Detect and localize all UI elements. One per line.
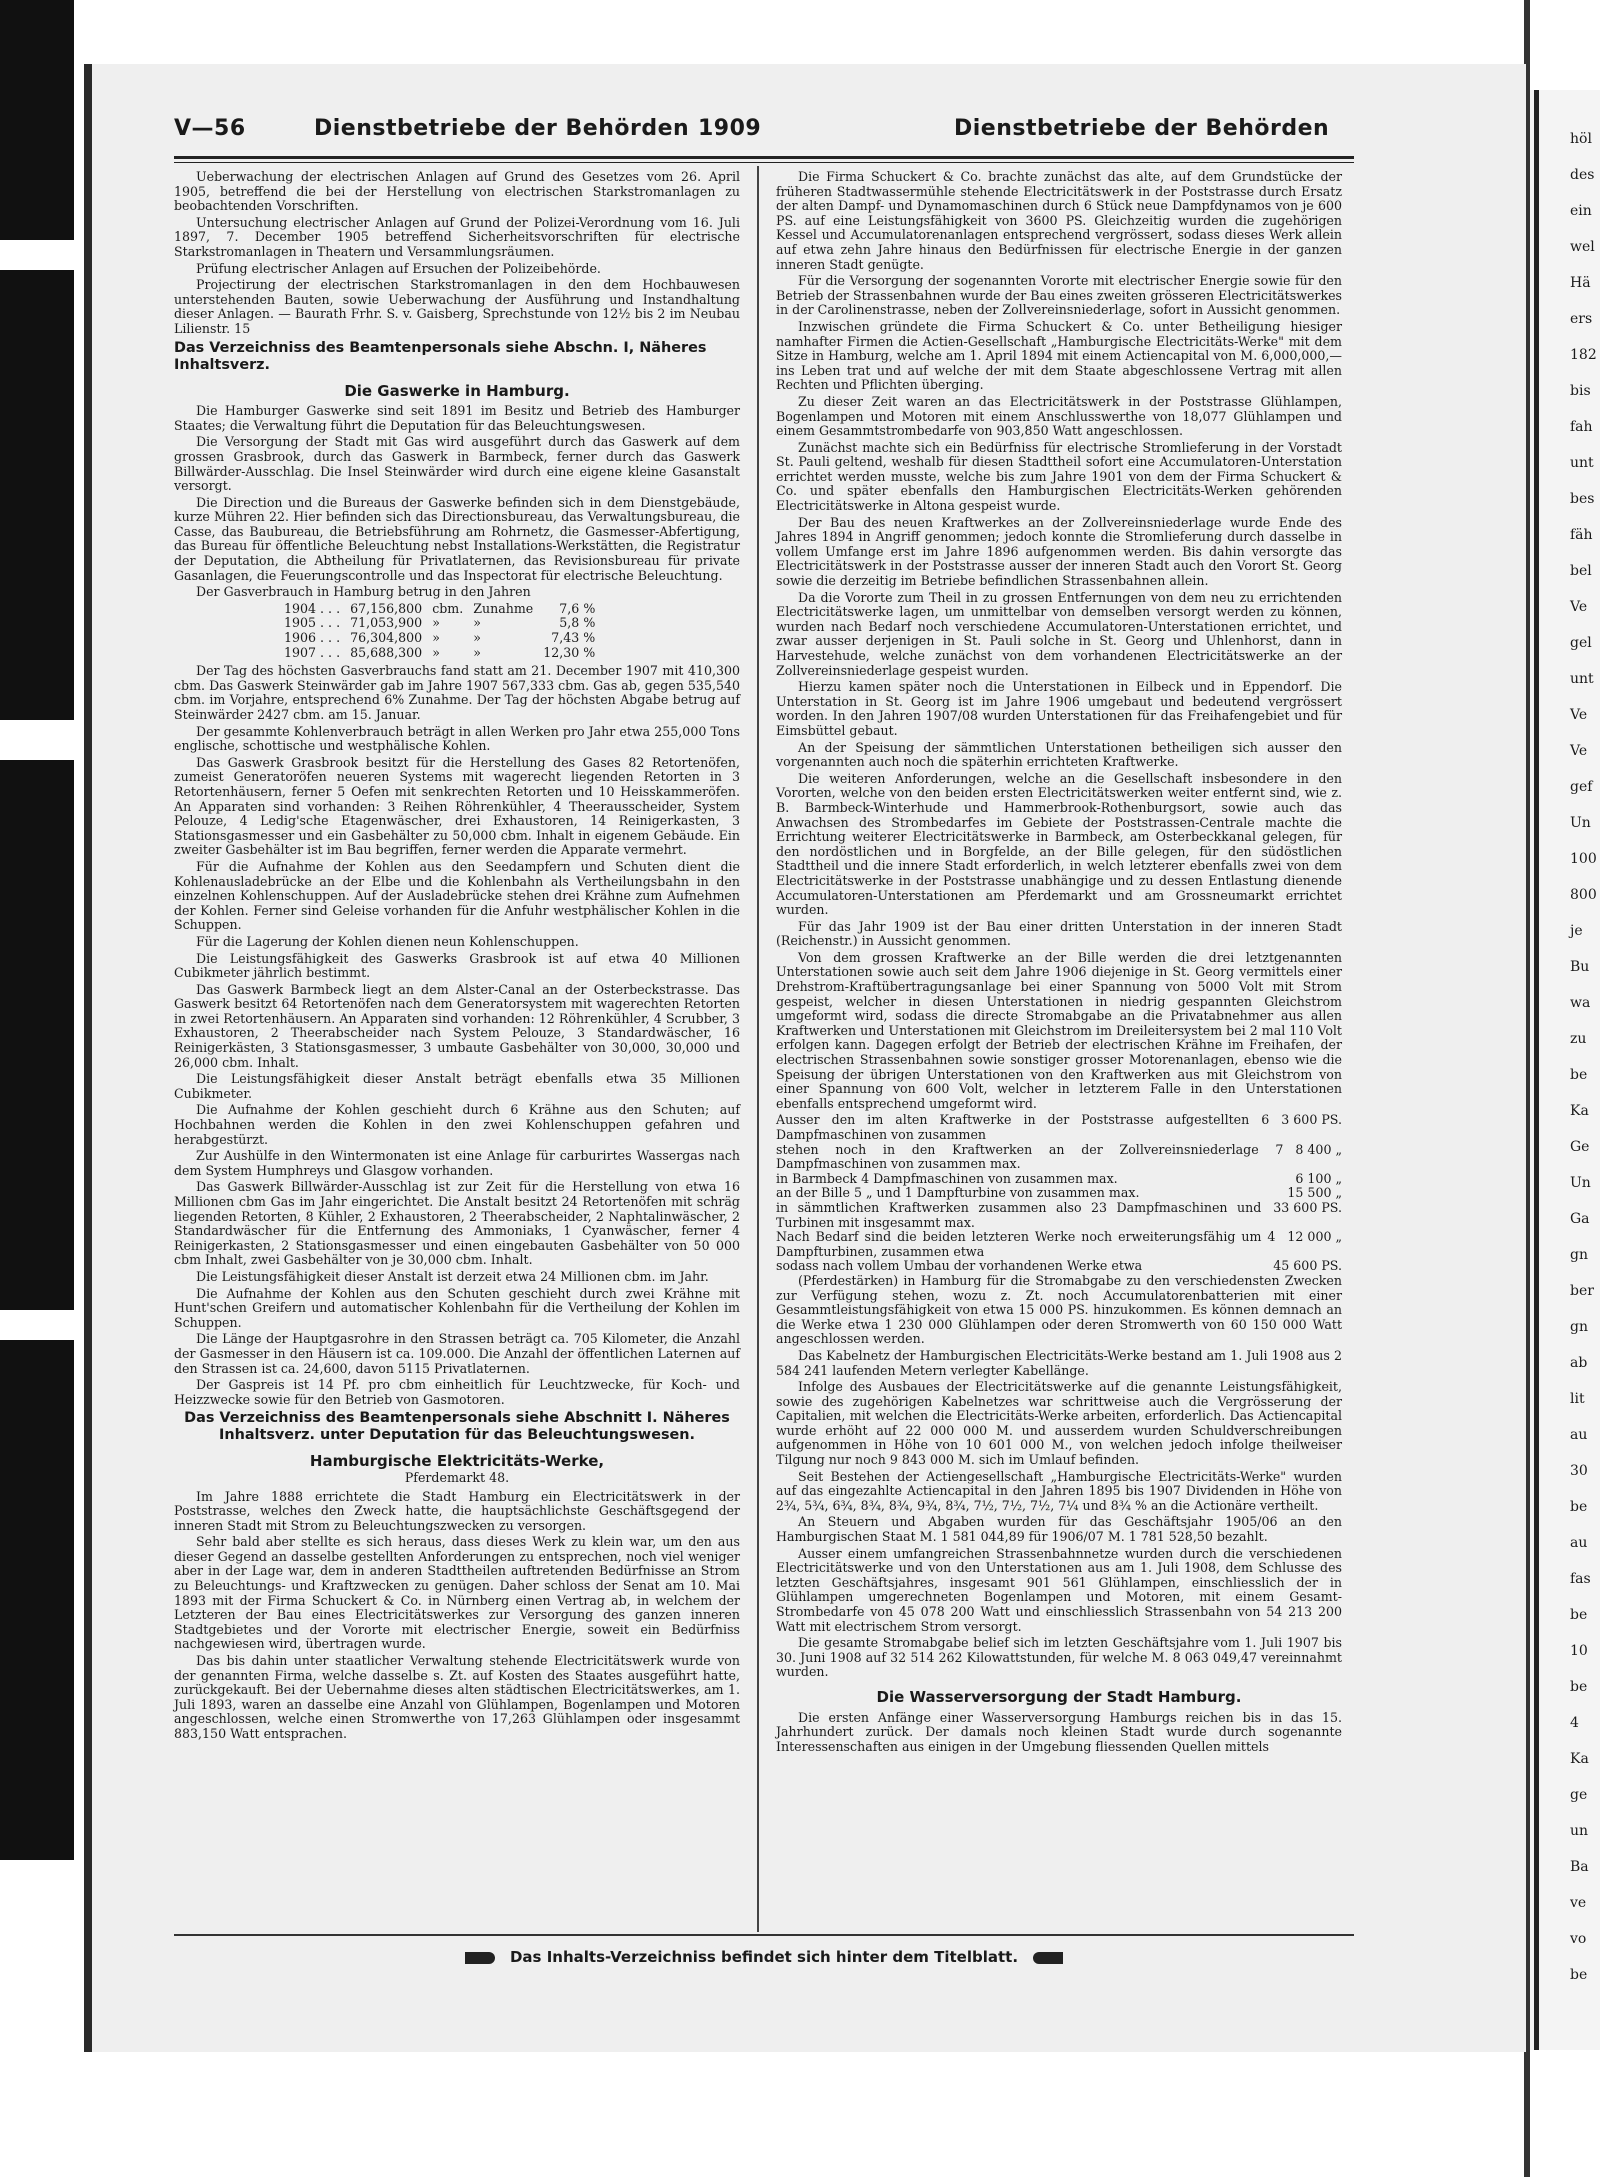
adjacent-page-text: unt xyxy=(1570,671,1594,687)
adjacent-page-text: 10 xyxy=(1570,1643,1588,1659)
capacity-label: in Barmbeck 4 Dampfmaschinen von zusammen max. xyxy=(776,1170,1118,1186)
adjacent-page-text: vo xyxy=(1570,1931,1587,1947)
gas-paragraph: Das Gaswerk Billwärder-Ausschlag ist zur Zeit für die Herstellung von etwa 16 Millionen cbm Gas im Jahr eingerichtet. Die Anstalt besitzt 24 Retortenöfen mit schräg liegenden Retorten, 8 Kühler, 2 Exhaustoren, 2 Theerabscheider, 2 Naphtalinwäscher, 2 Standardwäscher für die Entfernung des Ammoniaks, 1 Cyanwäscher, ferner 4 Reinigerkasten, 2 Stationsgasmesser und einen eingebauten Gasbehälter von 50 000 cbm Inhalt, zwei Gasbehälter von je 30,000 cbm. Inhalt. xyxy=(174,1179,740,1268)
adjacent-page-text: 4 xyxy=(1570,1715,1579,1731)
scanner-edge-strip xyxy=(0,0,74,2177)
gas-paragraph: Die Versorgung der Stadt mit Gas wird ausgeführt durch das Gaswerk auf dem grossen Grasbrook, durch das Gaswerk in Barmbeck, ferner durch das Gaswerk Billwärder-Ausschlag. Die Insel Steinwärder wird durch eine eigene kleine Gasanstalt versorgt. xyxy=(174,434,740,494)
gas-table-cell: 67,156,800 xyxy=(350,600,423,616)
capacity-label: Ausser den im alten Kraftwerke in der Poststrasse aufgestellten 6 Dampfmaschinen von zusammen xyxy=(776,1112,1270,1142)
electric-paragraph: Für das Jahr 1909 ist der Bau einer dritten Unterstation in der inneren Stadt (Reichenstr.) in Aussicht genommen. xyxy=(776,918,1342,949)
capacity-row xyxy=(776,1143,1342,1172)
adjacent-page-text: gel xyxy=(1570,635,1592,651)
capacity-value: 6 100 „ xyxy=(1295,1170,1342,1186)
adjacent-page-text: 100 xyxy=(1570,851,1597,867)
electric-paragraph: Ausser einem umfangreichen Strassenbahnnetze wurden durch die verschiedenen Electricitätswerke und von den Unterstationen aus am 1. Juli 1908, dem Schlusse des letzten Geschäftsjahres, insgesamt 901 561 Glühlampen, einschliesslich der in Glühlampen umgerechneten Bogenlampen und Motoren, mit einem Gesamt-Strombedarfe von 45 078 200 Watt und einschliesslich Strassenbahn von 54 213 200 Watt mit electrischem Strom versorgt. xyxy=(776,1545,1342,1634)
pointing-hand-icon xyxy=(1033,1952,1063,1964)
gas-table-cell: » xyxy=(432,644,440,660)
adjacent-page-text: bes xyxy=(1570,491,1595,507)
electric-paragraph: Inzwischen gründete die Firma Schuckert & Co. unter Betheiligung hiesiger namhafter Firmen die Actien-Gesellschaft „Hamburgische Electricitäts-Werke" mit dem Sitze in Hamburg, welche am 1. April 1894 mit einem Actiencapital von M. 6,000,000,— ins Leben trat und auf welche der mit dem Staate abgeschlossene Vertrag mit allen Rechten und Pflichten überging. xyxy=(776,318,1342,393)
adjacent-page-text: bel xyxy=(1570,563,1592,579)
adjacent-page-text: be xyxy=(1570,1499,1588,1515)
gas-paragraph: Die Leistungsfähigkeit des Gaswerks Grasbrook ist auf etwa 40 Millionen Cubikmeter jährlich bestimmt. xyxy=(174,950,740,981)
gas-table-cell: » xyxy=(432,615,440,631)
elektricitaets-address: Pferdemarkt 48. xyxy=(404,1469,510,1485)
capacity-row xyxy=(776,1113,1342,1142)
adjacent-page-text: 182 xyxy=(1570,347,1597,363)
newspaper-page xyxy=(84,64,1526,2052)
staff-reference-note-2: Das Verzeichniss des Beamtenpersonals siehe Abschnitt I. Näheres Inhaltsverz. unter Deputation für das Beleuchtungswesen. xyxy=(184,1410,730,1444)
adjacent-page-text: Ve xyxy=(1570,599,1588,615)
staff-reference-note: Das Verzeichniss des Beamtenpersonals siehe Abschn. I, Näheres Inhaltsverz. xyxy=(174,339,707,373)
gas-table-cell: » xyxy=(473,630,481,646)
gas-table-cell: 1904 . . . xyxy=(284,600,341,616)
page-footer xyxy=(174,1948,1354,1966)
gas-table-cell: 85,688,300 xyxy=(350,644,423,660)
gas-table-cell: cbm. xyxy=(432,600,464,616)
right-column xyxy=(776,170,1342,1756)
electric-paragraph: Zunächst machte sich ein Bedürfniss für electrische Stromlieferung in der Vorstadt St. Pauli geltend, weshalb für diesen Stadttheil sofort eine Accumulatoren-Unterstation errichtet werden musste, welche bis zum Jahre 1901 von dem der Firma Schuckert & Co. und später ebenfalls den Hamburgischen Electricitäts-Werken gehörenden Electricitätswerke in Altona gespeist wurde. xyxy=(776,439,1342,514)
adjacent-page-text: be xyxy=(1570,1679,1588,1695)
electric-paragraph: Infolge des Ausbaues der Electricitätswerke auf die genannte Leistungsfähigkeit, sowie des zugehörigen Kabelnetzes war schrittweise auch die Vergrösserung der Capitalien, mit welchen die Electricitäts-Werke arbeiten, erforderlich. Das Actiencapital wurde erhöht auf 22 000 000 M. und ausserdem wurden Schuldverschreibungen aufgenommen in Höhe von 10 601 000 M., von welchen jedoch infolge theilweiser Tilgung nur noch 9 843 000 M. sich im Umlauf befinden. xyxy=(776,1379,1342,1468)
gas-paragraph: Das Gaswerk Grasbrook besitzt für die Herstellung des Gases 82 Retortenöfen, zumeist Generatoröfen neueren Systems mit wagerecht liegenden Retorten in 3 Retortenhäusern, ferner 5 Oefen mit senkrechten Retorten und 10 Heisskammeröfen. An Apparaten sind vorhanden: 3 Reihen Röhrenkühler, 4 Theerausscheider, System Pelouze, 4 Ledig'sche Etagenwäscher, drei Exhaustoren, 14 Reinigerkasten, 3 Stationsgasmesser und ein Gasbehälter zu 50,000 cbm. Inhalt in eigenem Gebäude. Ein zweiter Gasbehälter ist im Bau begriffen, ferner werden die Apparate vermehrt. xyxy=(174,754,740,858)
gas-table-cell: 76,304,800 xyxy=(350,630,423,646)
header-left-title: Dienstbetriebe der Behörden xyxy=(314,116,690,141)
column-divider xyxy=(757,166,759,1932)
gas-table-cell: » xyxy=(432,630,440,646)
adjacent-page-text: au xyxy=(1570,1535,1588,1551)
adjacent-page-text: zu xyxy=(1570,1031,1587,1047)
adjacent-page-text: 800 xyxy=(1570,887,1597,903)
gas-paragraph: Die Aufnahme der Kohlen geschieht durch 6 Krähne aus den Schuten; auf Hochbahnen werden die Kohlen in den zwei Kohlenschuppen gefahren und herabgestürzt. xyxy=(174,1102,740,1147)
adjacent-page-text: fas xyxy=(1570,1571,1591,1587)
adjacent-page-text: Un xyxy=(1570,815,1591,831)
wasserversorgung-heading: Die Wasserversorgung der Stadt Hamburg. xyxy=(876,1687,1242,1706)
adjacent-page-text: au xyxy=(1570,1427,1588,1443)
adjacent-page-text: gn xyxy=(1570,1247,1588,1263)
gas-table-cell: 71,053,900 xyxy=(350,615,423,631)
gas-table-row xyxy=(284,646,605,661)
capacity-label: stehen noch in den Kraftwerken an der Zollvereinsniederlage 7 Dampfmaschinen von zusammen max. xyxy=(776,1141,1284,1172)
adjacent-page-text: bis xyxy=(1570,383,1591,399)
gas-paragraph: Die Länge der Hauptgasrohre in den Strassen beträgt ca. 705 Kilometer, die Anzahl der Gasmesser in den Häusern ist ca. 109.000. Die Anzahl der öffentlichen Laternen auf den Strassen ist ca. 24,600, davon 5115 Privatlaternen. xyxy=(174,1331,740,1376)
adjacent-page-text: je xyxy=(1570,923,1583,939)
capacity-row xyxy=(776,1201,1342,1230)
capacity-label: Nach Bedarf sind die beiden letzteren Werke noch erweiterungsfähig um 4 Dampfturbinen, zusammen etwa xyxy=(776,1229,1276,1259)
adjacent-page-text: ber xyxy=(1570,1283,1594,1299)
electric-paragraph: Die weiteren Anforderungen, welche an die Gesellschaft insbesondere in den Vororten, welche von den beiden ersten Electricitätswerken weiter entfernt sind, wie z. B. Barmbeck-Winterhude und Hammerbrook-Rothenburgsort, sowie auch das Anwachsen des Strombedarfes im Gebiete der Poststrassen-Centrale machte die Errichtung weiterer Electricitätswerke in Barmbeck, am Osterbeckkanal gelegen, für den nordöstlichen und in Borgfelde, an der Bille gelegen, für den südöstlichen Stadttheil und die innere Stadt erforderlich, in welch letzterer ebenfalls zwei von dem Electricitätswerke in der Poststrasse unabhängige und zu dessen Entlastung dienende Accumulatoren-Unterstationen am Pferdemarkt und am Grossneumarkt errichtet wurden. xyxy=(776,770,1342,918)
adjacent-page-text: Ka xyxy=(1570,1103,1589,1119)
capacity-row xyxy=(776,1172,1342,1187)
header-rule-thin xyxy=(174,162,1354,163)
adjacent-page-fragment xyxy=(1530,90,1600,2050)
water-paragraph: Die ersten Anfänge einer Wasserversorgung Hamburgs reichen bis in das 15. Jahrhundert zurück. Der damals noch kleinen Stadt wurde durch sogenannte Interessenschaften aus einigen in der Umgebung fliessenden Quellen mittels xyxy=(776,1709,1342,1754)
gas-paragraph: Die Aufnahme der Kohlen aus den Schuten geschieht durch zwei Krähne mit Hunt'schen Greifern und automatischer Kohlenbahn für die Vertheilung der Kohlen im Schuppen. xyxy=(174,1285,740,1330)
adjacent-page-text: wa xyxy=(1570,995,1591,1011)
adjacent-page-text: un xyxy=(1570,1823,1589,1839)
capacity-row xyxy=(776,1230,1342,1259)
adjacent-page-text: gn xyxy=(1570,1319,1588,1335)
intro-paragraph: Ueberwachung der electrischen Anlagen auf Grund des Gesetzes vom 26. April 1905, betreffend die bei der Herstellung von electrischen Starkstromanlagen zu beobachtenden Vorschriften. xyxy=(174,169,740,214)
adjacent-page-text: be xyxy=(1570,1067,1588,1083)
gas-paragraph: Das Gaswerk Barmbeck liegt an dem Alster-Canal an der Osterbeckstrasse. Das Gaswerk besitzt 64 Retortenöfen nach dem Generatorsystem mit wagerechten Retorten in zwei Retortenhäusern. An Apparaten sind vorhanden: 12 Röhrenkühler, 4 Scrubber, 3 Exhaustoren, 2 Theerabscheider nach System Pelouze, 3 Standardwäscher, 16 Reinigerkästen, 3 Stationsgasmesser, 3 umbaute Gasbehälter von 30,000, 30,000 und 26,000 cbm. Inhalt. xyxy=(174,981,740,1070)
electric-paragraph: Sehr bald aber stellte es sich heraus, dass dieses Werk zu klein war, um den aus dieser Gegend an dasselbe gestellten Anforderungen zu entsprechen, noch viel weniger aber in der Lage war, dem in anderen Stadttheilen auftretenden Bedürfnisse an Strom zu Beleuchtungs- und Kraftzwecken zu genügen. Daher schloss der Senat am 10. Mai 1893 mit der Firma Schuckert & Co. in Nürnberg einen Vertrag ab, in welchem der Letzteren der Bau eines Electricitätswerkes zur Versorgung des ganzen inneren Stadtgebietes und der Vororte mit electrischer Energie, soweit ein Bedürfniss nachgewiesen wird, übertragen wurde. xyxy=(174,1534,740,1652)
capacity-value: 3 600 PS. xyxy=(1281,1112,1342,1128)
capacity-label: sodass nach vollem Umbau der vorhandenen Werke etwa xyxy=(776,1258,1143,1274)
gas-consumption-table xyxy=(284,602,605,660)
adjacent-page-text: Ve xyxy=(1570,743,1588,759)
electric-paragraph: Der Bau des neuen Kraftwerkes an der Zollvereinsniederlage wurde Ende des Jahres 1894 in Angriff genommen; jedoch konnte die Stromlieferung durch dasselbe in vollem Umfange erst im Jahre 1896 aufgenommen werden. Bis dahin versorgte das Electricitätswerk in der Poststrasse ausser der inneren Stadt auch den Vorort St. Georg sowie die derzeitig im Betriebe befindlichen Strassenbahnen allein. xyxy=(776,514,1342,589)
capacity-value: 15 500 „ xyxy=(1287,1185,1342,1201)
gas-table-row xyxy=(284,616,605,631)
adjacent-page-border xyxy=(1534,90,1539,2050)
gas-paragraph: Die Leistungsfähigkeit dieser Anstalt ist derzeit etwa 24 Millionen cbm. im Jahr. xyxy=(196,1268,709,1284)
adjacent-page-text: Un xyxy=(1570,1175,1591,1191)
gas-table-row xyxy=(284,631,605,646)
electric-paragraph: Da die Vororte zum Theil in zu grossen Entfernungen von dem neu zu errichtenden Electricitätswerke lagen, um unmittelbar von demselben versorgt werden zu können, wurden nach Bedarf noch verschiedene Accumulatoren-Unterstationen errichtet, und zwar ausser derjenigen in St. Pauli solche in St. Georg und Uhlenhorst, dann in Harvestehude, welche zunächst von dem vorhandenen Electricitätswerke an der Zollvereinsniederlage gespeist wurden. xyxy=(776,589,1342,678)
electric-paragraph: Im Jahre 1888 errichtete die Stadt Hamburg ein Electricitätswerk in der Poststrasse, welches den Zweck hatte, die hauptsächlichste Geschäftsgegend der inneren Stadt mit Strom zu Beleuchtungszwecken zu versorgen. xyxy=(174,1488,740,1533)
electric-paragraph: Zu dieser Zeit waren an das Electricitätswerk in der Poststrasse Glühlampen, Bogenlampen und Motoren mit einem Anschlusswerthe von 18,077 Glühlampen und einem Gesammtstrombedarfe von 903,850 Watt angeschlossen. xyxy=(776,393,1342,439)
capacity-row xyxy=(776,1259,1342,1274)
adjacent-page-text: 30 xyxy=(1570,1463,1588,1479)
gas-paragraph: Für die Lagerung der Kohlen dienen neun Kohlenschuppen. xyxy=(196,933,579,949)
gas-paragraph: Für die Aufnahme der Kohlen aus den Seedampfern und Schuten dient die Kohlenausladebrücke an der Elbe und die Kohlenbahn als Vertheilungsbahn in den einzelnen Kohlenschuppen. Auf der Ausladebrücke stehen drei Krähne zum Aufnehmen der Kohlen. Ferner sind Geleise vorhanden für die Anfuhr westphälischer Kohlen in die Schuppen. xyxy=(174,858,740,933)
adjacent-page-text: Bu xyxy=(1570,959,1590,975)
gas-table-cell: 1907 . . . xyxy=(284,644,341,660)
adjacent-page-text: Ge xyxy=(1570,1139,1590,1155)
capacity-value: 33 600 PS. xyxy=(1273,1199,1342,1215)
adjacent-page-text: ers xyxy=(1570,311,1593,327)
adjacent-page-text: be xyxy=(1570,1967,1588,1983)
adjacent-page-text: ve xyxy=(1570,1895,1587,1911)
page-number: V—56 xyxy=(174,116,246,141)
electric-paragraph: (Pferdestärken) in Hamburg für die Stromabgabe zu den verschiedensten Zwecken zur Verfügung stehen, wozu z. Zt. noch Accumulatorenbatterien mit einer Gesammtleistungsfähigkeit von etwa 15 000 PS. hinzukommen. Es können demnach an die Werke etwa 1 230 000 Glühlampen oder deren Stromwerth von 60 150 000 Watt angeschlossen werden. xyxy=(776,1272,1342,1347)
gas-table-cell: 5,8 % xyxy=(559,615,596,631)
electric-paragraph: An der Speisung der sämmtlichen Unterstationen betheiligen sich ausser den vorgenannten auch noch die späterhin errichteten Kraftwerke. xyxy=(776,739,1342,770)
adjacent-page-text: Ba xyxy=(1570,1859,1589,1875)
electric-paragraph: Das Kabelnetz der Hamburgischen Electricitäts-Werke bestand am 1. Juli 1908 aus 2 584 241 laufenden Metern verlegter Kabellänge. xyxy=(776,1347,1342,1378)
gas-paragraph: Der Tag des höchsten Gasverbrauchs fand statt am 21. December 1907 mit 410,300 cbm. Das Gaswerk Steinwärder gab im Jahre 1907 567,333 cbm. Gas ab, gegen 535,540 cbm. im Vorjahre, entsprechend 6% Zunahme. Der Tag der höchsten Abgabe betrug auf Steinwärder 2427 cbm. am 15. Januar. xyxy=(174,663,740,722)
gas-table-cell: 7,43 % xyxy=(551,630,596,646)
left-column xyxy=(174,170,740,1744)
gas-table-cell: 7,6 % xyxy=(559,600,596,616)
gaswerke-heading: Die Gaswerke in Hamburg. xyxy=(344,381,570,400)
capacity-label: an der Bille 5 „ und 1 Dampfturbine von zusammen max. xyxy=(776,1185,1140,1201)
gas-table-cell: 1905 . . . xyxy=(284,615,341,631)
gas-table-cell: » xyxy=(473,615,481,631)
adjacent-page-text: unt xyxy=(1570,455,1594,471)
gas-table-cell: Zunahme xyxy=(473,600,534,616)
header-right-title: Dienstbetriebe der Behörden xyxy=(954,116,1330,141)
adjacent-page-text: Ve xyxy=(1570,707,1588,723)
capacity-value: 45 600 PS. xyxy=(1273,1258,1342,1274)
gas-paragraph: Die Direction und die Bureaus der Gaswerke befinden sich in dem Dienstgebäude, kurze Mühren 22. Hier befinden sich das Directionsbureau, das Verwaltungsbureau, die Casse, das Baubureau, die Betriebsführung am Rohrnetz, die Gasmesser-Abfertigung, das Bureau für öffentliche Beleuchtung nebst Installations-Werkstätten, die Registratur der Deputation, die Abtheilung für Privatlaternen, das Revisionsbureau für private Gasanlagen, die Feuerungscontrolle und das Inspectorat für electrische Beleuchtung. xyxy=(174,494,740,583)
adjacent-page-text: Hä xyxy=(1570,275,1591,291)
adjacent-page-text: höl xyxy=(1570,131,1592,147)
adjacent-page-text: Ka xyxy=(1570,1751,1589,1767)
elektricitaets-heading: Hamburgische Elektricitäts-Werke, xyxy=(309,1452,605,1471)
gas-paragraph: Der Gaspreis ist 14 Pf. pro cbm einheitlich für Leuchtzwecke, für Koch- und Heizzwecke sowie für den Betrieb von Gasmotoren. xyxy=(174,1377,740,1407)
kraftwerk-capacity-list xyxy=(776,1113,1342,1274)
header-year: 1909 xyxy=(698,116,762,141)
intro-paragraph: Projectirung der electrischen Starkstromanlagen in den dem Hochbauwesen unterstehenden Bauten, sowie Ueberwachung der Ausführung und Instandhaltung dieser Anlagen. — Baurath Frhr. S. v. Gaisberg, Sprechstunde von 12½ bis 2 im Neubau Lilienstr. 15 xyxy=(174,277,740,336)
gas-paragraph: Zur Aushülfe in den Wintermonaten ist eine Anlage für carburirtes Wassergas nach dem System Humphreys und Glasgow vorhanden. xyxy=(174,1148,740,1178)
adjacent-page-text: gef xyxy=(1570,779,1593,795)
electric-paragraph: Seit Bestehen der Actiengesellschaft „Hamburgische Electricitäts-Werke" wurden auf das eingezahlte Actiencapital in den Jahren 1895 bis 1907 Dividenden in Höhe von 2¾, 5¾, 6¾, 8¾, 8¾, 9¾, 8¾, 7½, 7½, 7½, 7¼ und 8¾ % an die Actionäre vertheilt. xyxy=(776,1468,1342,1513)
electric-paragraph: Die gesamte Stromabgabe belief sich im letzten Geschäftsjahre vom 1. Juli 1907 bis 30. Juni 1908 auf 32 514 262 Kilowattstunden, für welche M. 8 063 049,47 vereinnahmt wurden. xyxy=(776,1635,1342,1680)
adjacent-page-text: ein xyxy=(1570,203,1592,219)
adjacent-page-text: be xyxy=(1570,1607,1588,1623)
footer-rule xyxy=(174,1934,1354,1936)
gas-table-cell: » xyxy=(473,644,481,660)
electric-paragraph: An Steuern und Abgaben wurden für das Geschäftsjahr 1905/06 an den Hamburgischen Staat M. 1 581 044,89 für 1906/07 M. 1 781 528,50 bezahlt. xyxy=(776,1514,1342,1545)
adjacent-page-text: wel xyxy=(1570,239,1595,255)
adjacent-page-text: ab xyxy=(1570,1355,1588,1371)
adjacent-page-text: fäh xyxy=(1570,527,1593,543)
adjacent-page-text: des xyxy=(1570,167,1595,183)
gas-table-cell: 12,30 % xyxy=(543,644,596,660)
electric-paragraph: Für die Versorgung der sogenannten Vororte mit electrischer Energie sowie für den Betrieb der Strassenbahnen wurde der Bau eines zweiten grösseren Electricitätswerkes in der Carolinenstrasse, neben der Zollvereinsniederlage, sofort in Aussicht genommen. xyxy=(776,273,1342,318)
electric-paragraph: Das bis dahin unter staatlicher Verwaltung stehende Electricitätswerk wurde von der genannten Firma, welche dasselbe s. Zt. auf Kosten des Staates ausgeführt hatte, zurückgekauft. Bei der Uebernahme dieses alten städtischen Electricitätswerkes, am 1. Juli 1893, waren an dasselbe eine Anzahl von Glühlampen, Bogenlampen und Motoren angeschlossen, welche einen Stromwerthe von 17,263 Glühlampen oder insgesammt 883,150 Watt entsprachen. xyxy=(174,1653,740,1741)
capacity-label: in sämmtlichen Kraftwerken zusammen also 23 Dampfmaschinen und Turbinen mit insgesammt max. xyxy=(776,1199,1262,1230)
electric-paragraph: Die Firma Schuckert & Co. brachte zunächst das alte, auf dem Grundstücke der früheren Stadtwassermühle stehende Electricitätswerk in der Poststrasse durch Ersatz der alten Dampf- und Dynamomaschinen durch 6 Stück neue Dampfdynamos von je 600 PS. auf eine Leistungsfähigkeit von 3600 PS. Gleichzeitig wurden die zugehörigen Kessel und Accumulatorenanlagen entsprechend vergrössert, sodass dieses Werk allein auf etwa zehn Jahre hinaus den Bedürfnissen für electrische Energie in der ganzen inneren Stadt genügte. xyxy=(776,169,1342,272)
gas-table-cell: 1906 . . . xyxy=(284,630,341,646)
capacity-row xyxy=(776,1186,1342,1201)
electric-paragraph: Hierzu kamen später noch die Unterstationen in Eilbeck und in Eppendorf. Die Unterstation in St. Georg ist im Jahre 1906 umgebaut und bedeutend vergrössert worden. In den Jahren 1907/08 wurden Unterstationen für das Freihafengebiet und für Eimsbüttel gebaut. xyxy=(776,679,1342,738)
adjacent-page-text: ge xyxy=(1570,1787,1588,1803)
gas-paragraph: Der gesammte Kohlenverbrauch beträgt in allen Werken pro Jahr etwa 255,000 Tons englische, schottische und westphälische Kohlen. xyxy=(174,723,740,754)
pointing-hand-icon xyxy=(465,1952,495,1964)
electric-paragraph: Von dem grossen Kraftwerke an der Bille werden die drei letztgenannten Unterstationen sowie auch seit dem Jahre 1906 diejenige in St. Georg vermittels einer Drehstrom-Kraftübertragungsanlage bei einer Spannung von 5000 Volt mit Strom gespeist, welcher in diesen Unterstationen in niedrig gespannten Gleichstrom umgeformt wird, sodass die directe Stromabgabe an die Privatabnehmer aus allen Kraftwerken und Unterstationen mit Gleichstrom im Dreileitersystem bei 2 mal 110 Volt erfolgen kann. Dagegen erfolgt der Betrieb der electrischen Krähne im Freihafen, der electrischen Strassenbahnen sowie sonstiger grosser Motorenanlagen, ebenso wie die Speisung der übrigen Unterstationen von den Kraftwerken aus mit Gleichstrom von einer Spannung von 600 Volt, welcher in letzterem Falle in den Unterstationen ebenfalls entsprechend umgeformt wird. xyxy=(776,949,1342,1111)
gas-paragraph: Die Leistungsfähigkeit dieser Anstalt beträgt ebenfalls etwa 35 Millionen Cubikmeter. xyxy=(174,1071,740,1101)
page-header xyxy=(174,116,1354,150)
intro-paragraph: Prüfung electrischer Anlagen auf Ersuchen der Polizeibehörde. xyxy=(196,260,601,276)
footer-note: Das Inhalts-Verzeichniss befindet sich hinter dem Titelblatt. xyxy=(509,1948,1019,1966)
gas-paragraph: Die Hamburger Gaswerke sind seit 1891 im Besitz und Betrieb des Hamburger Staates; die Verwaltung führt die Deputation für das Beleuchtungswesen. xyxy=(174,403,740,433)
gas-table-row xyxy=(284,602,605,617)
adjacent-page-text: fah xyxy=(1570,419,1593,435)
adjacent-page-text: Ga xyxy=(1570,1211,1590,1227)
gas-table-intro: Der Gasverbrauch in Hamburg betrug in den Jahren xyxy=(196,584,531,600)
capacity-value: 8 400 „ xyxy=(1295,1141,1342,1157)
header-rule xyxy=(174,156,1354,159)
intro-paragraph: Untersuchung electrischer Anlagen auf Grund der Polizei-Verordnung vom 16. Juli 1897, 7. December 1905 betreffend Sicherheitsvorschriften für electrische Starkstromanlagen in Theatern und Versammlungsräumen. xyxy=(174,214,740,259)
capacity-value: 12 000 „ xyxy=(1287,1229,1342,1245)
adjacent-page-text: lit xyxy=(1570,1391,1585,1407)
